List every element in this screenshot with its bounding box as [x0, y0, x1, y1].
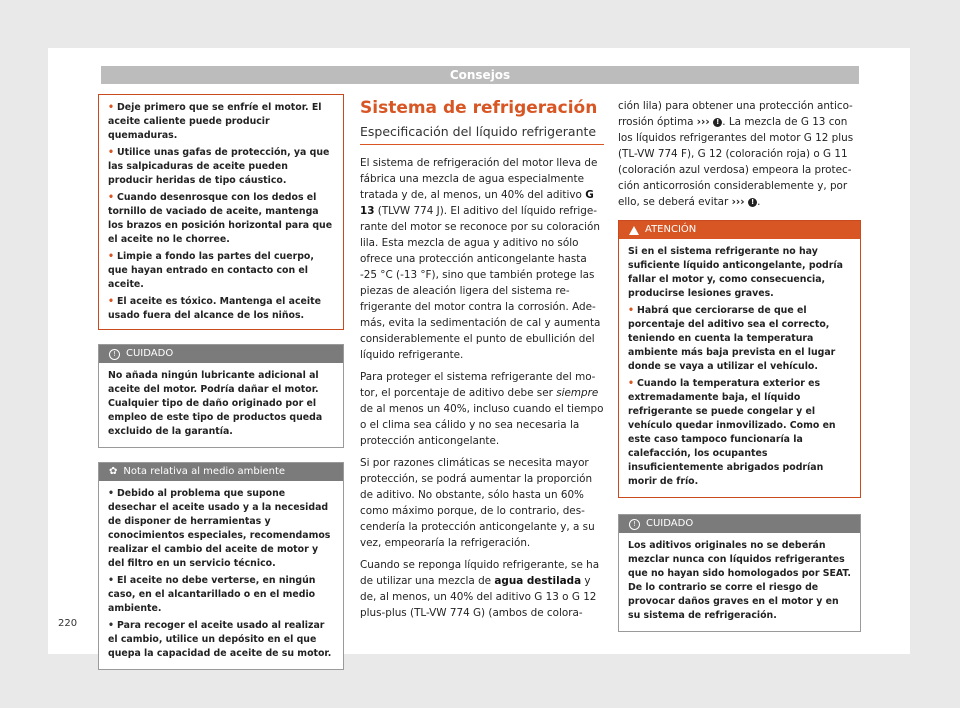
environment-box	[98, 462, 344, 670]
caution-text: Los aditivos originales no se deberán mezclar nunca con líquidos refrigerantes que no hayan sido homologados por SEAT. De lo contrario se corre el riesgo de provocar daños graves en el motor y en su sistema de refrigeración.	[628, 540, 851, 621]
paragraph: Si por razones climáticas se necesita mayor protección, se podrá aumentar la proporción de aditivo. No obstante, sólo hasta un 60% como máximo porque, de lo contrario, descendería la protección anticongelante y, a su vez, empeoraría la refrigeración.	[360, 457, 595, 549]
tip-item: • Deje primero que se enfríe el motor. El aceite caliente puede producir quemaduras.	[108, 102, 322, 141]
middle-column	[360, 98, 604, 627]
cross-reference[interactable]: ››› !	[732, 196, 757, 208]
caution-title: CUIDADO	[646, 518, 694, 529]
tip-item: • Limpie a fondo las partes del cuerpo, que hayan entrado en contacto con el aceite.	[108, 251, 314, 290]
environment-item: • Para recoger el aceite usado al realizar el cambio, utilice un depósito en el que quepa la capacidad de aceite de su motor.	[108, 620, 332, 659]
caution-ref-icon: !	[748, 198, 757, 207]
warning-box	[618, 220, 861, 498]
environment-header	[99, 463, 343, 481]
paragraph: Cuando se reponga líquido refrigerante, se ha de utilizar una mezcla de agua destilada y de, al menos, un 40% del aditivo G 13 o G 12 plus-plus (TL-VW 774 G) (ambos de colora-	[360, 559, 600, 619]
environment-title: Nota relativa al medio ambiente	[123, 466, 286, 477]
subsection-title: Especificación del líquido refrigerante	[360, 124, 604, 145]
caution-box	[98, 344, 344, 448]
warning-item: • Cuando la temperatura exterior es extremadamente baja, el líquido refrigerante se puede congelar y el vehículo quedar inmovilizado. Como en este caso tampoco funcionaría la calefacción, los ocupantes insuficientemente abrigados podrían morir de frío.	[628, 378, 836, 487]
info-icon: !	[629, 519, 640, 530]
paragraph: El sistema de refrigeración del motor lleva de fábrica una mezcla de agua especialmente tratada y de, al menos, un 40% del aditivo G 13 (TLVW 774 J). El aditivo del líquido refrigerante del motor se reconoce por su coloración lila. Esta mezcla de agua y aditivo no sólo ofrece una protección anticongelante hasta -25 °C (-13 °F), sino que también protege las piezas de aleación ligera del sistema refrigerante del motor contra la corrosión. Además, evita la sedimentación de cal y aumenta considerablemente el punto de ebullición del líquido refrigerante.	[360, 157, 601, 361]
caution-header	[619, 515, 860, 533]
warning-intro: Si en el sistema refrigerante no hay suficiente líquido anticongelante, podría fallar el motor y, como consecuencia, producirse lesiones graves.	[628, 246, 843, 299]
leaf-icon: ✿	[109, 466, 118, 477]
right-column	[618, 98, 861, 632]
paragraph: Para proteger el sistema refrigerante del motor, el porcentaje de aditivo debe ser siempre de al menos un 40%, incluso cuando el tiempo o el clima sea cálido y no sea necesaria la protección anticongelante.	[360, 371, 604, 447]
tip-item: • El aceite es tóxico. Mantenga el aceite usado fuera del alcance de los niños.	[108, 296, 321, 321]
warning-ref-icon: !	[713, 118, 722, 127]
warning-item: • Habrá que cerciorarse de que el porcentaje del aditivo sea el correcto, teniendo en cuenta la temperatura ambiente más baja prevista en el lugar donde se vaya a utilizar el vehículo.	[628, 305, 836, 372]
environment-item: • Debido al problema que supone desechar el aceite usado y a la necesidad de disponer de herramientas y conocimientos especiales, recomendamos realizar el cambio del aceite de motor y del filtro en un servicio técnico.	[108, 488, 331, 569]
caution-text: No añada ningún lubricante adicional al aceite del motor. Podría dañar el motor. Cualquier tipo de daño originado por el empleo de este tipo de productos queda excluido de la garantía.	[108, 370, 323, 437]
tip-item: • Utilice unas gafas de protección, ya que las salpicaduras de aceite pueden producir heridas de tipo cáustico.	[108, 147, 330, 186]
warning-title: ATENCIÓN	[645, 224, 697, 235]
warning-triangle-icon	[629, 226, 639, 235]
warning-continued-box	[98, 94, 344, 330]
section-title: Sistema de refrigeración	[360, 98, 598, 118]
tip-item: • Cuando desenrosque con los dedos el tornillo de vaciado de aceite, mantenga los brazos en posición horizontal para que el aceite no le chorree.	[108, 192, 333, 245]
caution-header	[99, 345, 343, 363]
cross-reference[interactable]: ››› !	[697, 116, 722, 128]
info-icon: !	[109, 349, 120, 360]
paragraph: ción lila) para obtener una protección anticorrosión óptima ››› ! . La mezcla de G 13 con los líquidos refrigerantes del motor G 12 plus (TL-VW 774 F), G 12 (coloración roja) o G 11 (coloración azul verdosa) empeora la protección anticorrosión considerablemente y, por ello, se deberá evitar ››› ! .	[618, 100, 854, 208]
caution-box	[618, 514, 861, 632]
environment-item: • El aceite no debe verterse, en ningún caso, en el alcantarillado o en el medio ambiente.	[108, 575, 316, 614]
section-header: Consejos	[101, 66, 859, 84]
left-column	[98, 94, 344, 670]
caution-title: CUIDADO	[126, 348, 174, 359]
page-number: 220	[58, 618, 78, 629]
warning-header	[619, 221, 860, 239]
